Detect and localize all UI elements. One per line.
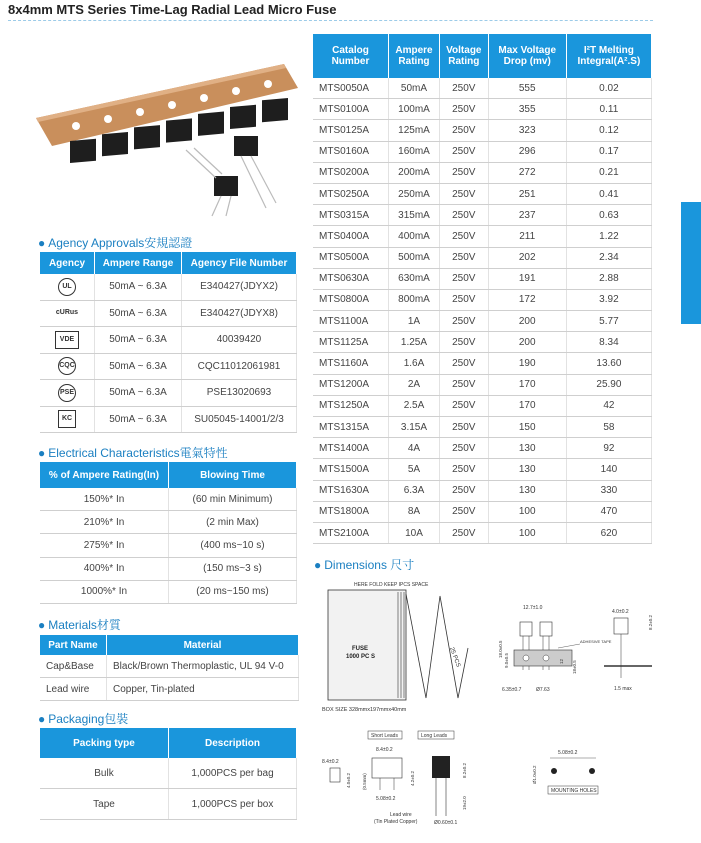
table-row bbox=[313, 353, 652, 374]
spec-col-i2t: I²T Melting Integral(A².S) bbox=[566, 34, 651, 78]
packing-type-cell: Bulk bbox=[40, 758, 169, 789]
box-top-label: HERE FOLD KEEP IPCS SPACE bbox=[354, 582, 429, 588]
table-row bbox=[313, 141, 652, 162]
table-row bbox=[40, 353, 297, 380]
box-size-label: BOX SIZE 328mmx197mmx40mm bbox=[322, 707, 407, 713]
table-row bbox=[40, 678, 299, 701]
dim-hole: 9.0±0.5 bbox=[504, 653, 509, 668]
drop-cell: 172 bbox=[488, 289, 566, 310]
drop-cell: 170 bbox=[488, 395, 566, 416]
drop-cell: 555 bbox=[488, 78, 566, 99]
blowing-time-cell: (2 min Max) bbox=[169, 511, 297, 534]
materials-header-row bbox=[40, 635, 299, 655]
description-cell: 1,000PCS per bag bbox=[169, 758, 297, 789]
materials-body bbox=[40, 655, 299, 701]
i2t-cell: 0.02 bbox=[566, 78, 651, 99]
product-photo bbox=[36, 58, 298, 218]
electrical-header-row bbox=[40, 462, 297, 488]
packaging-heading: ● Packaging包裝 bbox=[38, 712, 129, 726]
table-row bbox=[313, 268, 652, 289]
table-row bbox=[313, 332, 652, 353]
ampere-cell: 630mA bbox=[388, 268, 439, 289]
drop-cell: 191 bbox=[488, 268, 566, 289]
ampere-cell: 10A bbox=[388, 522, 439, 543]
dim-lead-h: 19±2.0 bbox=[462, 796, 467, 810]
ampere-cell: 125mA bbox=[388, 120, 439, 141]
table-row bbox=[40, 758, 297, 789]
fuse-box bbox=[328, 590, 406, 700]
catalog-cell: MTS0315A bbox=[313, 205, 388, 226]
adhesive-label: ADHESIVE TAPE bbox=[580, 639, 612, 644]
packaging-body bbox=[40, 758, 297, 820]
dimension-drawings bbox=[318, 578, 690, 840]
file-number-cell: 40039420 bbox=[182, 327, 297, 354]
drop-cell: 296 bbox=[488, 141, 566, 162]
voltage-cell: 250V bbox=[440, 459, 489, 480]
file-number-cell: SU05045-14001/2/3 bbox=[182, 406, 297, 433]
spec-header-row bbox=[313, 34, 652, 78]
drop-cell: 272 bbox=[488, 162, 566, 183]
table-row bbox=[40, 789, 297, 820]
table-row bbox=[313, 374, 652, 395]
catalog-cell: MTS0125A bbox=[313, 120, 388, 141]
box-fuse-label: FUSE bbox=[352, 646, 369, 652]
rating-cell: 150%* In bbox=[40, 488, 169, 511]
table-row bbox=[40, 580, 297, 603]
table-row bbox=[313, 311, 652, 332]
table-row bbox=[313, 480, 652, 501]
dim-mount-pitch: 5.08±0.2 bbox=[558, 750, 578, 756]
catalog-cell: MTS0100A bbox=[313, 99, 388, 120]
blowing-time-cell: (400 ms~10 s) bbox=[169, 534, 297, 557]
blowing-time-cell: (60 min Minimum) bbox=[169, 488, 297, 511]
catalog-cell: MTS1500A bbox=[313, 459, 388, 480]
ampere-cell: 315mA bbox=[388, 205, 439, 226]
part-name-cell: Lead wire bbox=[40, 678, 107, 701]
i2t-cell: 58 bbox=[566, 417, 651, 438]
materials-col-material: Material bbox=[107, 635, 299, 655]
voltage-cell: 250V bbox=[440, 289, 489, 310]
catalog-cell: MTS1315A bbox=[313, 417, 388, 438]
catalog-cell: MTS1160A bbox=[313, 353, 388, 374]
catalog-cell: MTS0800A bbox=[313, 289, 388, 310]
dim-max: 1.5 max bbox=[614, 686, 632, 692]
drop-cell: 211 bbox=[488, 226, 566, 247]
ampere-cell: 6.3A bbox=[388, 480, 439, 501]
voltage-cell: 250V bbox=[440, 395, 489, 416]
i2t-cell: 0.17 bbox=[566, 141, 651, 162]
drop-cell: 130 bbox=[488, 438, 566, 459]
catalog-cell: MTS1250A bbox=[313, 395, 388, 416]
voltage-cell: 250V bbox=[440, 120, 489, 141]
catalog-cell: MTS1800A bbox=[313, 501, 388, 522]
voltage-cell: 250V bbox=[440, 247, 489, 268]
catalog-cell: MTS2100A bbox=[313, 522, 388, 543]
ampere-cell: 1A bbox=[388, 311, 439, 332]
ampere-cell: 3.15A bbox=[388, 417, 439, 438]
catalog-cell: MTS1630A bbox=[313, 480, 388, 501]
agency-logo-cell bbox=[40, 406, 95, 433]
rating-cell: 1000%* In bbox=[40, 580, 169, 603]
dim-lead-i: Ø0.60±0.1 bbox=[434, 820, 458, 826]
ampere-range-cell: 50mA ~ 6.3A bbox=[95, 380, 182, 407]
blowing-time-cell: (150 ms~3 s) bbox=[169, 557, 297, 580]
box-count-label: 25 PCS bbox=[448, 646, 461, 669]
voltage-cell: 250V bbox=[440, 268, 489, 289]
agency-heading: ● Agency Approvals安規認證 bbox=[38, 236, 193, 250]
i2t-cell: 0.41 bbox=[566, 183, 651, 204]
catalog-cell: MTS0400A bbox=[313, 226, 388, 247]
voltage-cell: 250V bbox=[440, 438, 489, 459]
agency-logo-cell bbox=[40, 300, 95, 327]
table-row bbox=[40, 406, 297, 433]
spec-body bbox=[313, 78, 652, 544]
dim-width: 4.0±0.2 bbox=[612, 609, 629, 615]
catalog-cell: MTS1200A bbox=[313, 374, 388, 395]
i2t-cell: 0.21 bbox=[566, 162, 651, 183]
ampere-range-cell: 50mA ~ 6.3A bbox=[95, 327, 182, 354]
table-row bbox=[313, 162, 652, 183]
voltage-cell: 250V bbox=[440, 522, 489, 543]
table-row bbox=[313, 417, 652, 438]
blowing-time-cell: (20 ms~150 ms) bbox=[169, 580, 297, 603]
agency-logo-icon: CQC bbox=[58, 357, 76, 375]
table-row bbox=[313, 522, 652, 543]
catalog-cell: MTS0050A bbox=[313, 78, 388, 99]
i2t-cell: 470 bbox=[566, 501, 651, 522]
box-pcs-label: 1000 PC S bbox=[346, 654, 376, 660]
ampere-cell: 8A bbox=[388, 501, 439, 522]
agency-logo-icon: cURus bbox=[55, 309, 79, 317]
ampere-cell: 500mA bbox=[388, 247, 439, 268]
voltage-cell: 250V bbox=[440, 205, 489, 226]
drop-cell: 150 bbox=[488, 417, 566, 438]
table-row bbox=[313, 459, 652, 480]
drop-cell: 355 bbox=[488, 99, 566, 120]
packing-type-cell: Tape bbox=[40, 789, 169, 820]
i2t-cell: 92 bbox=[566, 438, 651, 459]
dim-lead-g: 8.2±0.2 bbox=[462, 763, 467, 778]
file-number-cell: E340427(JDYX2) bbox=[182, 274, 297, 300]
table-row bbox=[313, 226, 652, 247]
voltage-cell: 250V bbox=[440, 480, 489, 501]
drop-cell: 202 bbox=[488, 247, 566, 268]
ampere-cell: 100mA bbox=[388, 99, 439, 120]
agency-col-file: Agency File Number bbox=[182, 252, 297, 274]
dim-pitch: 12.7±1.0 bbox=[523, 605, 543, 611]
drop-cell: 251 bbox=[488, 183, 566, 204]
ampere-range-cell: 50mA ~ 6.3A bbox=[95, 406, 182, 433]
side-tab[interactable] bbox=[681, 202, 701, 324]
dim-mount-hole: Ø1.0±0.2 bbox=[532, 765, 537, 784]
i2t-cell: 330 bbox=[566, 480, 651, 501]
rating-cell: 210%* In bbox=[40, 511, 169, 534]
ampere-cell: 250mA bbox=[388, 183, 439, 204]
catalog-cell: MTS1125A bbox=[313, 332, 388, 353]
spec-col-voltage: Voltage Rating bbox=[440, 34, 489, 78]
electrical-col-rating: % of Ampere Rating(In) bbox=[40, 462, 169, 488]
drop-cell: 237 bbox=[488, 205, 566, 226]
lead-wire-label: Lead wire bbox=[390, 812, 412, 818]
dim-lead-a: 8.4±0.2 bbox=[322, 759, 339, 765]
ampere-cell: 1.6A bbox=[388, 353, 439, 374]
catalog-cell: MTS0630A bbox=[313, 268, 388, 289]
table-row bbox=[313, 395, 652, 416]
voltage-cell: 250V bbox=[440, 78, 489, 99]
dim-lead: 18±0.5 bbox=[572, 660, 577, 674]
mounting-holes-label: MOUNTING HOLES bbox=[551, 788, 597, 794]
description-cell: 1,000PCS per box bbox=[169, 789, 297, 820]
drop-cell: 190 bbox=[488, 353, 566, 374]
ampere-cell: 400mA bbox=[388, 226, 439, 247]
agency-table bbox=[40, 252, 297, 433]
table-row bbox=[313, 183, 652, 204]
short-leads-label: Short Leads bbox=[371, 733, 398, 739]
drop-cell: 200 bbox=[488, 332, 566, 353]
drop-cell: 170 bbox=[488, 374, 566, 395]
agency-logo-icon: KC bbox=[58, 410, 76, 428]
part-name-cell: Cap&Base bbox=[40, 655, 107, 678]
packaging-col-desc: Description bbox=[169, 728, 297, 758]
dim-feed: Ø7.63 bbox=[536, 687, 550, 693]
i2t-cell: 2.88 bbox=[566, 268, 651, 289]
rating-cell: 275%* In bbox=[40, 534, 169, 557]
voltage-cell: 250V bbox=[440, 501, 489, 522]
catalog-cell: MTS0500A bbox=[313, 247, 388, 268]
agency-header-row bbox=[40, 252, 297, 274]
table-row bbox=[40, 327, 297, 354]
table-row bbox=[313, 78, 652, 99]
electrical-col-time: Blowing Time bbox=[169, 462, 297, 488]
catalog-cell: MTS1100A bbox=[313, 311, 388, 332]
catalog-cell: MTS0160A bbox=[313, 141, 388, 162]
voltage-cell: 250V bbox=[440, 417, 489, 438]
voltage-cell: 250V bbox=[440, 99, 489, 120]
table-row bbox=[40, 380, 297, 407]
ampere-cell: 5A bbox=[388, 459, 439, 480]
drop-cell: 130 bbox=[488, 459, 566, 480]
dim-offset: 6.35±0.7 bbox=[502, 687, 522, 693]
table-row bbox=[40, 488, 297, 511]
ampere-cell: 4A bbox=[388, 438, 439, 459]
file-number-cell: E340427(JDYX8) bbox=[182, 300, 297, 327]
file-number-cell: CQC11012061981 bbox=[182, 353, 297, 380]
long-leads-label: Long Leads bbox=[421, 733, 448, 739]
packaging-col-type: Packing type bbox=[40, 728, 169, 758]
catalog-cell: MTS1400A bbox=[313, 438, 388, 459]
tin-plated-label: (Tin Plated Copper) bbox=[374, 819, 418, 825]
table-row bbox=[40, 557, 297, 580]
dim-lead-d: (0.5mm) bbox=[362, 773, 367, 790]
ampere-cell: 1.25A bbox=[388, 332, 439, 353]
file-number-cell: PSE13020693 bbox=[182, 380, 297, 407]
agency-logo-icon: VDE bbox=[55, 331, 79, 349]
page-title: 8x4mm MTS Series Time-Lag Radial Lead Micro Fuse bbox=[8, 2, 337, 17]
material-cell: Black/Brown Thermoplastic, UL 94 V-0 bbox=[107, 655, 299, 678]
i2t-cell: 13.60 bbox=[566, 353, 651, 374]
voltage-cell: 250V bbox=[440, 332, 489, 353]
i2t-cell: 2.34 bbox=[566, 247, 651, 268]
ampere-cell: 2A bbox=[388, 374, 439, 395]
voltage-cell: 250V bbox=[440, 311, 489, 332]
drop-cell: 323 bbox=[488, 120, 566, 141]
agency-logo-cell bbox=[40, 380, 95, 407]
i2t-cell: 0.11 bbox=[566, 99, 651, 120]
dim-depth: 8.2±0.2 bbox=[648, 615, 653, 630]
spec-col-ampere: Ampere Rating bbox=[388, 34, 439, 78]
agency-logo-cell bbox=[40, 274, 95, 300]
table-row bbox=[313, 205, 652, 226]
i2t-cell: 140 bbox=[566, 459, 651, 480]
i2t-cell: 3.92 bbox=[566, 289, 651, 310]
rating-cell: 400%* In bbox=[40, 557, 169, 580]
agency-col-range: Ampere Range bbox=[95, 252, 182, 274]
drop-cell: 100 bbox=[488, 522, 566, 543]
ampere-range-cell: 50mA ~ 6.3A bbox=[95, 274, 182, 300]
table-row bbox=[313, 438, 652, 459]
table-row bbox=[313, 289, 652, 310]
drop-cell: 130 bbox=[488, 480, 566, 501]
ampere-range-cell: 50mA ~ 6.3A bbox=[95, 353, 182, 380]
dim-lead-f: 5.08±0.2 bbox=[376, 796, 396, 802]
table-row bbox=[313, 247, 652, 268]
materials-table bbox=[40, 635, 299, 701]
ampere-cell: 800mA bbox=[388, 289, 439, 310]
agency-logo-cell bbox=[40, 353, 95, 380]
material-cell: Copper, Tin-plated bbox=[107, 678, 299, 701]
i2t-cell: 5.77 bbox=[566, 311, 651, 332]
table-row bbox=[40, 534, 297, 557]
electrical-table bbox=[40, 462, 297, 604]
table-row bbox=[40, 655, 299, 678]
table-row bbox=[313, 120, 652, 141]
table-row bbox=[313, 501, 652, 522]
spec-col-drop: Max Voltage Drop (mv) bbox=[488, 34, 566, 78]
agency-logo-cell bbox=[40, 327, 95, 354]
dim-height: 18.0±0.5 bbox=[498, 640, 503, 658]
i2t-cell: 1.22 bbox=[566, 226, 651, 247]
ampere-cell: 50mA bbox=[388, 78, 439, 99]
ampere-cell: 160mA bbox=[388, 141, 439, 162]
ampere-cell: 200mA bbox=[388, 162, 439, 183]
voltage-cell: 250V bbox=[440, 183, 489, 204]
spec-table bbox=[313, 34, 652, 544]
i2t-cell: 42 bbox=[566, 395, 651, 416]
packaging-header-row bbox=[40, 728, 297, 758]
voltage-cell: 250V bbox=[440, 141, 489, 162]
ampere-cell: 2.5A bbox=[388, 395, 439, 416]
dimensions-heading: ● Dimensions 尺寸 bbox=[314, 558, 415, 572]
table-row bbox=[40, 274, 297, 300]
i2t-cell: 0.12 bbox=[566, 120, 651, 141]
dim-lead-c: 4.0±0.2 bbox=[346, 773, 351, 788]
electrical-heading: ● Electrical Characteristics電氣特性 bbox=[38, 446, 228, 460]
voltage-cell: 250V bbox=[440, 353, 489, 374]
voltage-cell: 250V bbox=[440, 162, 489, 183]
dim-twelve: 12 bbox=[559, 658, 564, 664]
agency-logo-icon: PSE bbox=[58, 384, 76, 402]
dim-lead-b: 8.4±0.2 bbox=[376, 747, 393, 753]
i2t-cell: 0.63 bbox=[566, 205, 651, 226]
drop-cell: 200 bbox=[488, 311, 566, 332]
electrical-body bbox=[40, 488, 297, 603]
agency-col-agency: Agency bbox=[40, 252, 95, 274]
voltage-cell: 250V bbox=[440, 226, 489, 247]
ampere-range-cell: 50mA ~ 6.3A bbox=[95, 300, 182, 327]
table-row bbox=[40, 300, 297, 327]
materials-col-part: Part Name bbox=[40, 635, 107, 655]
drop-cell: 100 bbox=[488, 501, 566, 522]
title-divider bbox=[8, 20, 653, 21]
dim-lead-e: 4.2±0.2 bbox=[410, 771, 415, 786]
i2t-cell: 25.90 bbox=[566, 374, 651, 395]
catalog-cell: MTS0200A bbox=[313, 162, 388, 183]
voltage-cell: 250V bbox=[440, 374, 489, 395]
table-row bbox=[313, 99, 652, 120]
spec-col-catalog: Catalog Number bbox=[313, 34, 388, 78]
catalog-cell: MTS0250A bbox=[313, 183, 388, 204]
agency-body bbox=[40, 274, 297, 433]
materials-heading: ● Materials材質 bbox=[38, 618, 121, 632]
i2t-cell: 620 bbox=[566, 522, 651, 543]
packaging-table bbox=[40, 728, 297, 820]
agency-logo-icon: UL bbox=[58, 278, 76, 296]
i2t-cell: 8.34 bbox=[566, 332, 651, 353]
table-row bbox=[40, 511, 297, 534]
